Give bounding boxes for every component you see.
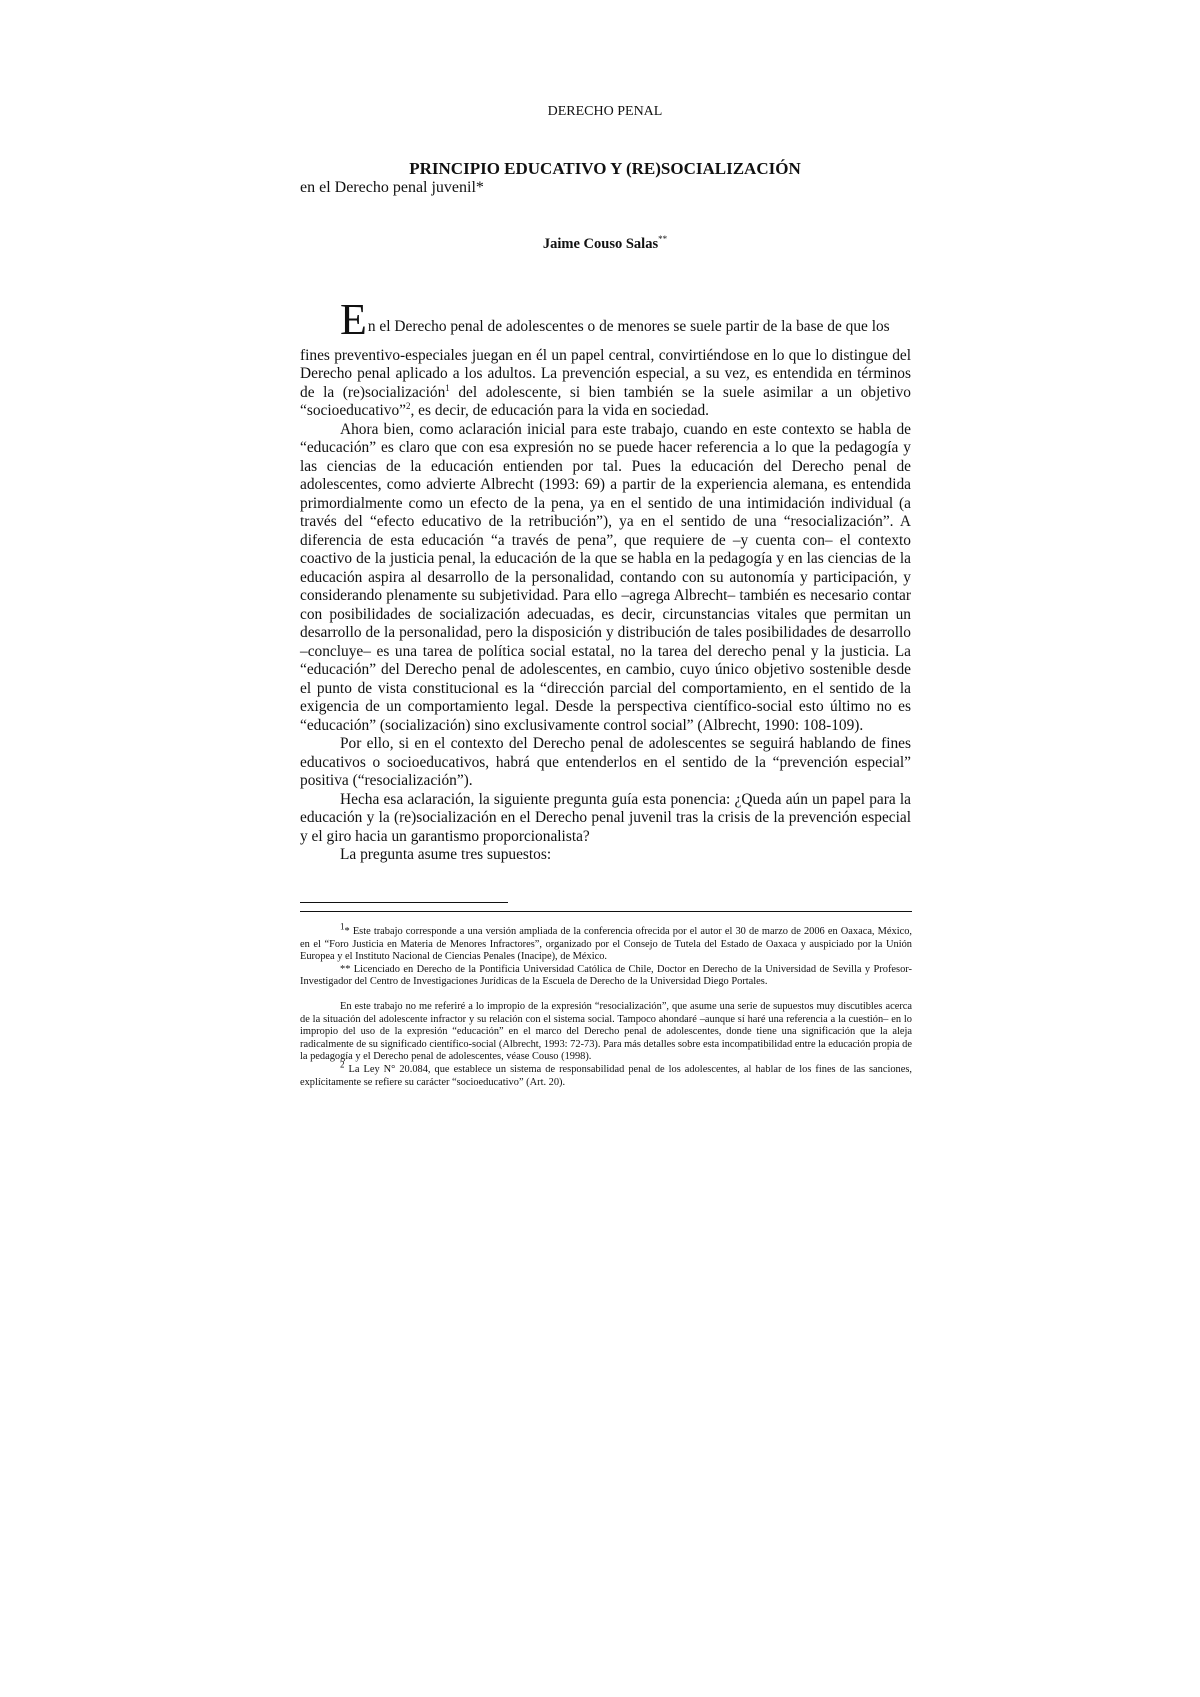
footnote-star (300, 921, 912, 964)
author-line (300, 236, 910, 253)
running-header: DERECHO PENAL (547, 104, 663, 119)
paragraph-4: Hecha esa aclaración, la siguiente pregunta guía esta ponencia: ¿Queda aún un papel para la educación y la (re)socialización en el Derecho penal juvenil tras la crisis de la prevención especial y el giro hacia un garantismo proporcionalista? (300, 790, 911, 845)
footnote-ref-1: 1 (445, 382, 450, 393)
paragraph-3: Por ello, si en el contexto del Derecho penal de adolescentes se seguirá hablando de fines educativos o socioeducativos, habrá que entenderlos en el sentido de la “prevención especial” positiva (“resocialización”). (300, 735, 911, 789)
footnotes (300, 921, 912, 1089)
paragraph-1 (300, 347, 911, 421)
footnote-double-star: ** Licenciado en Derecho de la Pontificia Universidad Católica de Chile, Doctor en Derecho de la Universidad de Sevilla y Profesor-Investigador del Centro de Investigaciones Jurídicas de la Escuela de Derecho de la Universidad Diego Portales. (300, 963, 912, 988)
paragraph-2: Ahora bien, como aclaración inicial para este trabajo, cuando en este contexto se habla de “educación” es claro que con esa expresión no se puede hacer referencia a lo que la pedagogía y las ciencias de la educación entienden por tal. Pues la educación del Derecho penal de adolescentes, como advierte Albrecht (1993: 69) a partir de la experiencia alemana, es entendida primordialmente como un efecto de la pena, ya en el sentido de una intimidación individual (a través del “efecto educativo de la retribución”), ya en el sentido de una “resocialización”. A diferencia de esta educación “a través de pena”, que requiere de –y cuenta con– el contexto coactivo de la justicia penal, la educación de la que se habla en la pedagogía y en las ciencias de la educación aspira al desarrollo de la personalidad, contando con su autonomía y participación, y considerando plenamente su subjetividad. Para ello –agrega Albrecht– también es necesario contar con posibilidades de socialización adecuadas, es decir, circunstancias vitales que permitan un desarrollo de la personalidad, pero la disposición y distribución de tales posibilidades de desarrollo –concluye– es una tarea de política social estatal, no la tarea del derecho penal y la justicia. La “educación” del Derecho penal de adolescentes, en cambio, cuyo único objetivo sostenible desde el punto de vista constitucional es la “dirección parcial del comportamiento, en el sentido de la exigencia de un comportamiento legal. Desde la perspectiva científico-social esto último no es “educación” (socialización) sino exclusivamente control social” (Albrecht, 1990: 108-109). (300, 420, 911, 734)
footnote-1: En este trabajo no me referiré a lo impropio de la expresión “resocialización”, que asume una serie de supuestos muy discutibles acerca de la situación del adolescente infractor y su relación con el sistema social. Tampoco ahondaré –aunque sí haré una referencia a la cuestión– en lo impropio del uso de la expresión “educación” en el marco del Derecho penal de adolescentes, donde tiene una significación que la aleja radicalmente de su significado científico-social (Albrecht, 1993: 72-73). Para más detalles sobre esta incompatibilidad entre la educación propia de la pedagogía y el Derecho penal de adolescentes, véase Couso (1998). (300, 1000, 912, 1063)
footnote-star-text: * Este trabajo corresponde a una versión ampliada de la conferencia ofrecida por el autor el 30 de marzo de 2006 en Oaxaca, México, en el “Foro Justicia en Materia de Menores Infractores”, organizado por el Consejo de Tutela del Estado de Oaxaca y auspiciado por la Unión Europea y el Instituto Nacional de Ciencias Penales (Inacipe), de México. (300, 926, 912, 963)
paragraph-5: La pregunta asume tres supuestos: (340, 846, 552, 863)
footnote-ref-2: 2 (405, 400, 411, 411)
footnote-star-mark: 1 (340, 921, 345, 932)
footnote-2-text: La Ley N° 20.084, que establece un sistema de responsabilidad penal de los adolescentes, al hablar de los fines de las sanciones, explícitamente se refiere su carácter “socioeducativo” (Art. 20). (300, 1063, 912, 1088)
footnote-separator (300, 902, 508, 903)
author-name: Jaime Couso Salas (542, 236, 659, 252)
paragraph-1-first-line (300, 295, 911, 344)
article-body (300, 295, 912, 865)
author-footnote-mark: ** (658, 234, 668, 245)
paragraph-1-text-a: fines preventivo-especiales juegan en él un papel central, convirtiéndose en lo que lo distingue del Derecho penal aplicado a los adultos. La prevención especial, a su vez, es entendida en términos de la (re)socialización (300, 346, 911, 401)
footnote-rule (300, 911, 912, 912)
article-title: PRINCIPIO EDUCATIVO Y (RE)SOCIALIZACIÓN (409, 159, 801, 178)
paragraph-1-text-b: del adolescente, si bien también se la suele asimilar a un objetivo “socioeducativo” (300, 383, 912, 419)
paragraph-1-text-c: , es decir, de educación para la vida en sociedad. (410, 402, 709, 419)
paragraph-1-line-1: n el Derecho penal de adolescentes o de menores se suele partir de la base de que los (367, 318, 890, 335)
footnote-2-mark: 2 (340, 1059, 345, 1070)
article-subtitle: en el Derecho penal juvenil* (300, 179, 484, 196)
drop-cap: E (340, 295, 367, 344)
footnote-2 (300, 1059, 912, 1089)
